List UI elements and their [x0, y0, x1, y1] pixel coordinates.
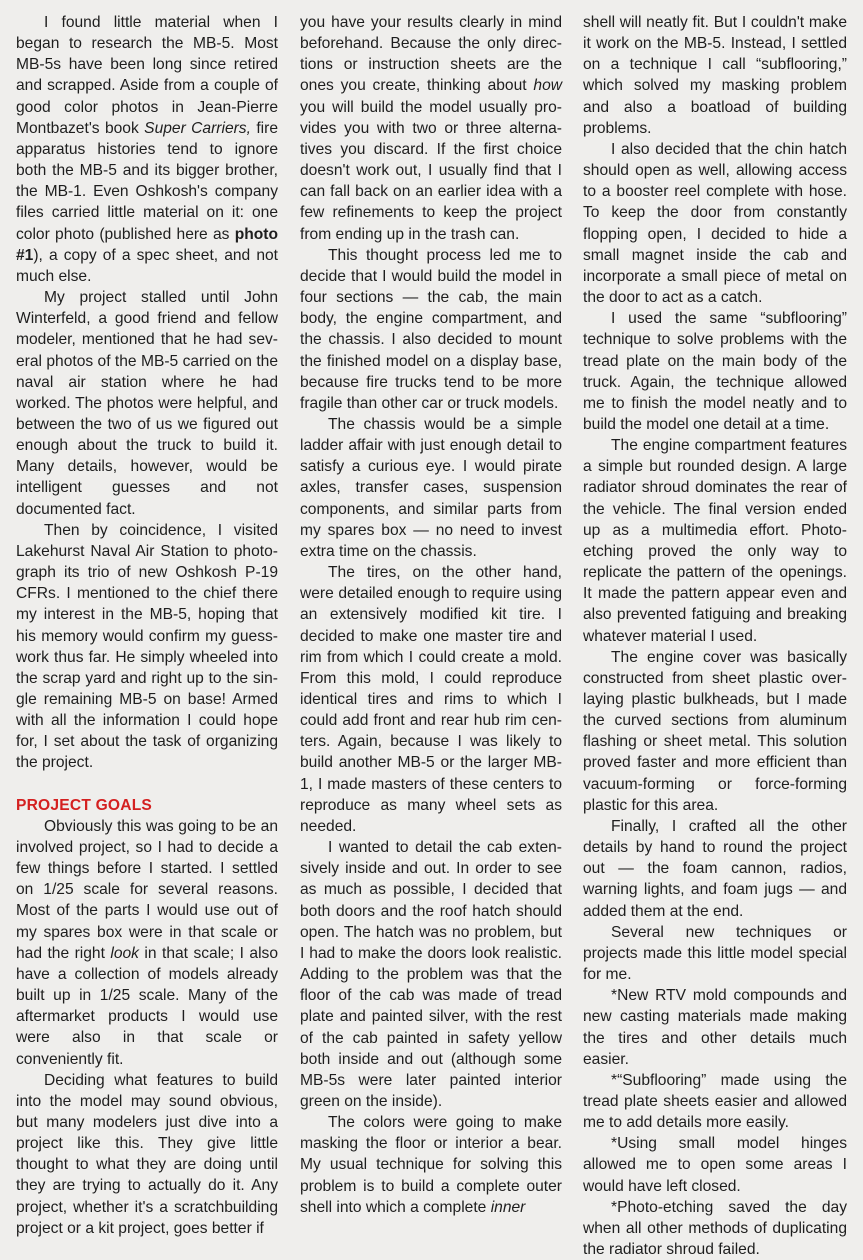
paragraph: *New RTV mold compounds and new casting materials made making the tires and other details much easier. [583, 987, 847, 1068]
paragraph: Finally, I crafted all the other details by hand to round the project out — the foam cannon, radios, warning lights, and foam jugs — and added them at the end. [583, 817, 847, 920]
paragraph: Obviously this was going to be an involved project, so I had to decide a few things before I started. I settled on 1/25 scale for several reasons. Most of the parts I would use out of my spares box were in that scale or had the right look in that scale; I also have a collection of models already built up in 1/25 scale. Many of the aftermarket products I would use were also in that scale or conveniently fit. [16, 817, 278, 1068]
column-3 [583, 12, 847, 1260]
paragraph: I used the same “subflooring” technique to solve problems with the tread plate on the main body of the truck. Again, the technique allowed me to finish the model neatly and to build the model one detail at a time. [583, 310, 847, 433]
paragraph: The engine cover was basically constructed from sheet plastic overlaying plastic bulkheads, but I made the curved sections from aluminum flashing or sheet metal. This solution proved faster and more efficient than vacuum-forming or force-forming plastic for this area. [583, 648, 847, 814]
paragraph: Several new techniques or projects made this little model special for me. [583, 923, 847, 984]
photo-reference: photo #1 [16, 225, 278, 264]
paragraph: I also decided that the chin hatch should open as well, allowing access to a booster reel complete with hose. To keep the door from constantly flopping open, I decided to hide a small magnet inside the cab and incorporate a small piece of metal on the door to act as a catch. [583, 140, 847, 307]
emphasis: how [533, 77, 562, 95]
section-heading: PROJECT GOALS [16, 796, 153, 814]
paragraph: shell will neatly fit. But I couldn't make it work on the MB-5. Instead, I settled on a technique I call “subflooring,” which solved my masking problem and also a boatload of building problems. [583, 14, 847, 137]
paragraph: you have your results clearly in mind beforehand. Because the only directions or instruction sheets are the ones you create, thinking about how you will build the model usually provides you with two or three alternatives you discard. If the first choice doesn't work out, I usually find that I can fall back on an earlier idea with a few refinements to keep the project from ending up in the trash can. [300, 14, 562, 243]
paragraph: Deciding what features to build into the model may sound obvious, but many modelers just dive into a project like this. They give little thought to what they are doing until they are trying to actually do it. Any project, whether it's a scratchbuilding project or a kit project, goes better if [16, 1071, 278, 1237]
paragraph: The tires, on the other hand, were detailed enough to require using an extensively modified kit tire. I decided to make one master tire and rim from which I could create a mold. From this mold, I could reproduce identical tires and rims to which I could add front and rear hub rim centers. Again, because I was likely to build another MB-5 or the larger MB-1, I made masters of these centers to reproduce as many wheel sets as needed. [300, 564, 562, 835]
paragraph: The colors were going to make masking the floor or interior a bear. My usual technique for solving this problem is to build a complete outer shell into which a complete inner [300, 1114, 562, 1216]
paragraph: *Using small model hinges allowed me to open some areas I would have left closed. [583, 1135, 847, 1195]
book-title: Super Carriers, [144, 119, 251, 137]
paragraph: I found little material when I began to research the MB-5. Most MB-5s have been long since retired and scrapped. Aside from a couple of good color photos in Jean-Pierre Montbazet's book Super Carriers, fire apparatus histories tend to ignore both the MB-5 and its bigger brother, the MB-1. Even Oshkosh's company files carried little material on it: one color photo (published here as photo #1), a copy of a spec sheet, and not much else. [16, 14, 278, 285]
emphasis: look [110, 944, 139, 962]
paragraph: This thought process led me to decide that I would build the model in four sections — the cab, the main body, the engine compartment, and the chassis. I also decided to mount the finished model on a display base, because fire trucks tend to be more fragile than other car or truck models. [300, 246, 562, 412]
paragraph: The chassis would be a simple ladder affair with just enough detail to satisfy a curious eye. I would pirate axles, transfer cases, suspension components, and similar parts from my spares box — no need to invest extra time on the chassis. [300, 415, 562, 560]
column-1 [16, 12, 278, 1239]
paragraph: The engine compartment features a simple but rounded design. A large radiator shroud dominates the rear of the vehicle. The final version ended up as a multimedia effort. Photo-etching proved the only way to replicate the pattern of the openings. It made the pattern appear even and also prevented fatiguing and breaking whatever material I used. [583, 437, 847, 645]
emphasis: inner [490, 1198, 526, 1216]
paragraph: I wanted to detail the cab extensively inside and out. In order to see as much as possible, I decided that both doors and the roof hatch should open. The hatch was no problem, but I had to make the doors look realistic. Adding to the problem was that the floor of the cab was made of tread plate and painted silver, with the rest of the cab painted in safety yellow both inside and out (although some MB-5s were later painted interior green on the inside). [300, 839, 562, 1110]
column-2 [300, 12, 562, 1218]
paragraph: Then by coincidence, I visited Lakehurst Naval Air Station to photograph its trio of new Oshkosh P-19 CFRs. I mentioned to the chief there my interest in the MB-5, hoping that his memory would confirm my guesswork thus far. He simply wheeled into the scrap yard and right up to the single remaining MB-5 on base! Armed with all the information I could hope for, I set about the task of organizing the project. [16, 521, 278, 772]
paragraph: *“Subflooring” made using the tread plate sheets easier and allowed me to add details more easily. [583, 1071, 847, 1132]
paragraph: My project stalled until John Winterfeld, a good friend and fellow modeler, mentioned that he had several photos of the MB-5 carried on the naval air station where he had worked. The photos were helpful, and between the two of us we figured out enough about the truck to build it. Many details, however, would be intelligent guesses and not documented fact. [16, 289, 278, 518]
paragraph: *Photo-etching saved the day when all other methods of duplicating the radiator shroud failed. [583, 1198, 847, 1259]
